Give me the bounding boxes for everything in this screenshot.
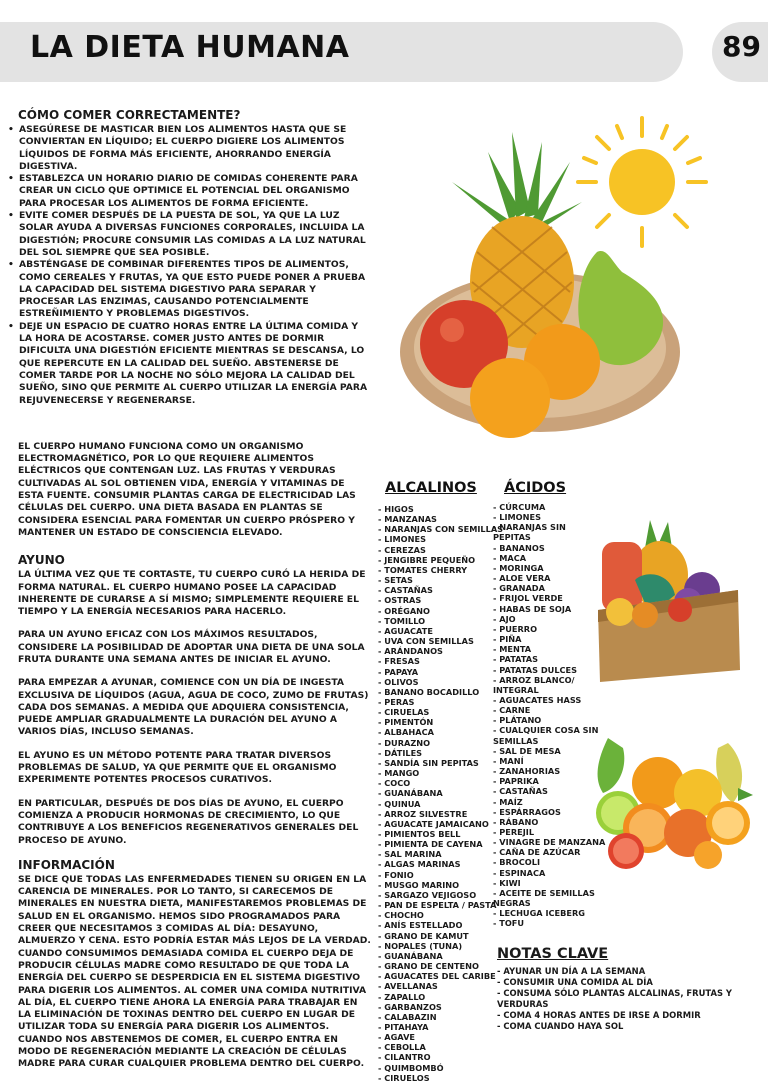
alkaline-item: - CILANTRO: [378, 1052, 431, 1063]
acid-item: - BANANOS: [493, 542, 545, 553]
acid-item: - MENTA: [493, 644, 532, 655]
alkaline-item: - QUINUA: [378, 798, 421, 809]
alkaline-list: [378, 504, 503, 1083]
alkaline-item: - MANZANAS: [378, 514, 437, 525]
acid-item: - PLÁTANO: [493, 715, 542, 726]
acid-item: - CASTAÑAS: [493, 786, 548, 797]
alkaline-item: - GRANO DE KAMUT: [378, 930, 469, 941]
key-notes-list: [497, 966, 768, 1032]
alkaline-item: - PIMENTÓN: [378, 717, 434, 728]
acid-item: - MORINGA: [493, 562, 544, 573]
alkaline-item: - HIGOS: [378, 504, 414, 514]
alkaline-item: - NOPALES (TUNA): [378, 940, 463, 951]
acid-item: - PIÑA: [493, 634, 522, 645]
fasting-paragraph: PARA EMPEZAR A AYUNAR, COMIENCE CON UN DÍA DE INGESTA EXCLUSIVA DE LÍQUIDOS (AGUA, AGUA DE COCO, ZUMO DE FRUTAS) CADA DOS SEMANAS. A MEDIDA QUE ADQUIERA CONSISTENCIA, PUEDE AMPLIAR GRADUALMENTE LA DURACIÓN DEL AYUNO A VARIOS DÍAS, INCLUSO SEMANAS.: [18, 677, 369, 738]
acid-item: INTEGRAL: [493, 684, 539, 695]
alkaline-item: - TOMILLO: [378, 615, 426, 626]
fasting-paragraph: EL AYUNO ES UN MÉTODO POTENTE PARA TRATAR DIVERSOS PROBLEMAS DE SALUD, YA QUE PERMITE QUE EL ORGANISMO EXPERIMENTE POTENTES PROCESOS CURATIVOS.: [18, 749, 337, 786]
alkaline-item: - AGUACATES DEL CARIBE: [378, 971, 496, 982]
acid-item: - ACEITE DE SEMILLAS: [493, 887, 595, 898]
acid-item: - GRANADA: [493, 583, 545, 594]
alkaline-item: - MANGO: [378, 768, 420, 779]
alkaline-item: - FRESAS: [378, 656, 420, 667]
alkaline-item: - PITAHAYA: [378, 1021, 429, 1032]
alkaline-item: - PIMIENTOS BELL: [378, 829, 461, 839]
info-paragraph: SE DICE QUE TODAS LAS ENFERMEDADES TIENEN SU ORIGEN EN LA CARENCIA DE MINERALES. POR LO TANTO, SI CARECEMOS DE MINERALES EN NUESTRA DIETA, MANIFESTAREMOS PROBLEMAS DE SALUD EN EL ORGANISMO. HEMOS SIDO PROGRAMADOS PARA CREER QUE NECESITAMOS 3 COMIDAS AL DÍA: DESAYUNO, ALMUERZO Y CENA. ESTO PODRÍA ESTAR MÁS LEJOS DE LA VERDAD. CUANDO CONSUMIMOS DEMASIADA COMIDA EL CUERPO DEJA DE PRODUCIR CÉLULAS MADRE COMO RESULTADO DE QUE TODA LA ENERGÍA DEL CUERPO SE DESPERDICIA EN EL SISTEMA DIGESTIVO PARA DIGERIR LOS ALIMENTOS. AL COMER UNA COMIDA NUTRITIVA AL DÍA, EL CUERPO TIENE AHORA LA ENERGÍA PARA TRABAJAR EN LA ELIMINACIÓN DE TOXINAS DENTRO DEL CUERPO EN LUGAR DE UTILIZAR TODA SU ENERGÍA PARA DIGERIR LOS ALIMENTOS. CUANDO NOS ABSTENEMOS DE COMER, EL CUERPO ENTRA EN MODO DE REGENERACIÓN MEDIANTE LA CREACIÓN DE CÉLULAS MADRE PARA CURAR CUALQUIER PROBLEMA DENTRO DEL CUERPO.: [18, 873, 371, 1070]
acid-item: - SAL DE MESA: [493, 745, 561, 756]
acid-item: - FRIJOL VERDE: [493, 593, 563, 604]
fasting-heading: AYUNO: [18, 553, 65, 568]
acid-item: SEMILLAS: [493, 735, 539, 746]
list-item: • EVITE COMER DESPUÉS DE LA PUESTA DE SOL, YA QUE LA LUZ SOLAR AYUDA A DIVERSAS FUNCIONES CORPORALES, INCLUIDA LA DIGESTIÓN; PROCURE CONSUMIR LAS COMIDAS A LA LUZ NATURAL DEL SOL SIEMPRE QUE SEA POSIBLE.: [8, 210, 373, 259]
fasting-paragraph: EN PARTICULAR, DESPUÉS DE DOS DÍAS DE AYUNO, EL CUERPO COMIENZA A PRODUCIR HORMONAS DE CRECIMIENTO, LO QUE CONTRIBUYE A LOS BENEFICIOS REGENERATIVOS GENERALES DEL PROCESO DE AYUNO.: [18, 797, 359, 846]
alkaline-item: - GARBANZOS: [378, 1001, 442, 1012]
list-item: • DEJE UN ESPACIO DE CUATRO HORAS ENTRE LA ÚLTIMA COMIDA Y LA HORA DE ACOSTARSE. COMER JUSTO ANTES DE DORMIR DIFICULTA UNA DIGESTIÓN EFICIENTE MIENTRAS SE DESCANSA, LO QUE REPERCUTE EN LA CALIDAD DEL SUEÑO. ABSTENERSE DE COMER TARDE POR LA NOCHE NO SÓLO MEJORA LA CALIDAD DEL SUEÑO, SINO QUE PERMITE AL CUERPO UTILIZAR LA ENERGÍA PARA REJUVENECERSE Y REGENERARSE.: [8, 321, 373, 407]
electro-paragraph: EL CUERPO HUMANO FUNCIONA COMO UN ORGANISMO ELECTROMAGNÉTICO, POR LO QUE REQUIERE ALIMENTOS ELÉCTRICOS QUE CONTENGAN LUZ. LAS FRUTAS Y VERDURAS CULTIVADAS AL SOL OBTIENEN VIDA, ENERGÍA Y VITAMINAS DE ESTA FUENTE. CONSUMIR PLANTAS CARGA DE ELECTRICIDAD LAS CÉLULAS DEL CUERPO. UNA DIETA BASADA EN PLANTAS SE CONSIDERA ESENCIAL PARA FOMENTAR UN CUERPO PRÓSPERO Y MANTENER UN ESTADO DE CONSCIENCIA ELEVADO.: [18, 440, 356, 538]
acid-item: - ARROZ BLANCO/: [493, 674, 575, 685]
list-item: • ASEGÚRESE DE MASTICAR BIEN LOS ALIMENTOS HASTA QUE SE CONVIERTAN EN LÍQUIDO; EL CUERPO DIGIERE LOS ALIMENTOS LÍQUIDOS DE FORMA MÁS EFICIENTE, AHORRANDO ENERGÍA DIGESTIVA.: [8, 124, 373, 173]
alkaline-item: - DÁTILES: [378, 747, 423, 758]
alkaline-item: - PAPAYA: [378, 666, 419, 677]
acid-item: - CAÑA DE AZÚCAR: [493, 847, 581, 858]
acid-item: - ESPÁRRAGOS: [493, 806, 561, 817]
alkaline-item: - GRANO DE CENTENO: [378, 961, 479, 972]
acid-item: - CÚRCUMA: [493, 502, 546, 512]
acid-item: - ALOE VERA: [493, 573, 551, 584]
alkaline-item: - SARGAZO VEJIGOSO: [378, 889, 477, 900]
acid-item: - TOFU: [493, 918, 525, 929]
list-item: • ABSTÉNGASE DE COMBINAR DIFERENTES TIPOS DE ALIMENTOS, COMO CEREALES Y FRUTAS, YA QUE ESTO PUEDE PONER A PRUEBA LA CAPACIDAD DEL SISTEMA DIGESTIVO PARA SEPARAR Y PROCESAR LAS ENZIMAS, CAUSANDO POTENCIALMENTE ESTREÑIMIENTO Y PROBLEMAS DIGESTIVOS.: [8, 259, 373, 320]
acid-item: - PAPRIKA: [493, 776, 539, 787]
alkaline-item: - ANÍS ESTELLADO: [378, 920, 463, 931]
alkaline-item: - DURAZNO: [378, 737, 431, 748]
acid-item: - PUERRO: [493, 623, 538, 634]
key-note-item: - AYUNAR UN DÍA A LA SEMANA: [497, 966, 646, 976]
acid-item: - RÁBANO: [493, 816, 539, 827]
how-to-eat-list: [8, 124, 373, 407]
alkaline-item: - AGAVE: [378, 1032, 416, 1043]
acid-item: - CUALQUIER COSA SIN: [493, 725, 599, 736]
list-item: • ESTABLEZCA UN HORARIO DIARIO DE COMIDAS COHERENTE PARA CREAR UN CICLO QUE OPTIMICE EL POTENCIAL DEL ORGANISMO PARA PROCESAR LOS ALIMENTOS DE FORMA EFICIENTE.: [8, 173, 373, 210]
info-heading: INFORMACIÓN: [18, 857, 115, 872]
alkaline-item: - ARÁNDANOS: [378, 646, 443, 657]
acid-item: - BROCOLI: [493, 857, 540, 868]
acid-item: - AJO: [493, 613, 516, 624]
key-note-item: - CONSUMIR UNA COMIDA AL DÍA: [497, 977, 653, 987]
acid-item: - NARANJAS SIN: [493, 522, 566, 533]
acid-item: - VINAGRE DE MANZANA: [493, 837, 606, 848]
alkaline-item: - CHOCHO: [378, 910, 424, 921]
acid-item: - KIWI: [493, 877, 521, 888]
alkaline-item: - BANANO BOCADILLO: [378, 686, 480, 697]
alkaline-item: - PAN DE ESPELTA / PASTA: [378, 900, 497, 911]
key-note-item: - COMA CUANDO HAYA SOL: [497, 1021, 624, 1031]
alkaline-item: - NARANJAS CON SEMILLAS: [378, 524, 504, 535]
alkaline-item: - CEBOLLA: [378, 1042, 426, 1053]
alkaline-item: - ZAPALLO: [378, 991, 426, 1002]
key-note-item: - CONSUMA SÓLO PLANTAS ALCALINAS, FRUTAS Y VERDURAS: [497, 988, 732, 1009]
alkaline-item: - QUIMBOMBÓ: [378, 1062, 444, 1073]
alkaline-item: - AVELLANAS: [378, 981, 438, 992]
alkaline-item: - CEREZAS: [378, 544, 426, 555]
key-note-item: - COMA 4 HORAS ANTES DE IRSE A DORMIR: [497, 1010, 701, 1020]
page-title: LA DIETA HUMANA: [30, 30, 350, 65]
fruit-plate-illustration: [392, 122, 692, 442]
acid-item: - PATATAS DULCES: [493, 664, 578, 675]
alkaline-item: - CIRUELAS: [378, 707, 430, 718]
alkaline-item: - GUANÁBANA: [378, 788, 443, 799]
alkaline-item: - TOMATES CHERRY: [378, 564, 468, 575]
acid-item: - MACA: [493, 552, 527, 563]
how-to-eat-heading: CÓMO COMER CORRECTAMENTE?: [18, 108, 241, 122]
alkaline-item: - CALABAZIN: [378, 1011, 437, 1022]
acid-item: - PATATAS: [493, 654, 539, 665]
acid-item: - MAÍZ: [493, 796, 523, 807]
vegetable-box-illustration: [590, 520, 740, 685]
key-notes-heading: NOTAS CLAVE: [497, 946, 609, 962]
fasting-paragraph: PARA UN AYUNO EFICAZ CON LOS MÁXIMOS RESULTADOS, CONSIDERE LA POSIBILIDAD DE ADOPTAR UNA DIETA DE UNA SOLA FRUTA DURANTE UNA SEMANA ANTES DE INICIAR EL AYUNO.: [18, 629, 365, 665]
left-column: [8, 108, 373, 1082]
alkaline-item: - ARROZ SILVESTRE: [378, 808, 468, 819]
alkaline-item: - FONIO: [378, 869, 414, 880]
alkaline-item: - UVA CON SEMILLAS: [378, 636, 474, 647]
acid-item: - AGUACATES HASS: [493, 694, 582, 705]
alkaline-item: - GUANÁBANA: [378, 950, 443, 961]
alkaline-item: - ORÉGANO: [378, 605, 430, 616]
alkaline-item: - ALGAS MARINAS: [378, 859, 461, 870]
alkaline-item: - COCO: [378, 778, 411, 789]
page-number: 89: [722, 30, 761, 63]
alkaline-item: - OSTRAS: [378, 595, 422, 606]
alkaline-item: - MUSGO MARINO: [378, 879, 460, 890]
alkaline-item: - ALBAHACA: [378, 727, 434, 738]
alkaline-item: - SETAS: [378, 575, 413, 586]
alkaline-item: - AGUACATE JAMAICANO: [378, 818, 489, 829]
alkaline-item: - LIMONES: [378, 534, 426, 545]
alkaline-item: - OLIVOS: [378, 676, 419, 687]
alkaline-item: - JENGIBRE PEQUEÑO: [378, 554, 476, 565]
acid-item: - ZANAHORIAS: [493, 766, 561, 777]
alkaline-item: - SAL MARINA: [378, 849, 442, 860]
acid-item: - MANÍ: [493, 755, 524, 766]
acid-item: PEPITAS: [493, 532, 531, 543]
acid-item: - HABAS DE SOJA: [493, 603, 572, 614]
acid-item: - LECHUGA ICEBERG: [493, 908, 585, 919]
alkaline-item: - PIMIENTA DE CAYENA: [378, 839, 483, 850]
alkaline-item: - CIRUELOS: [378, 1072, 430, 1083]
acid-item: NEGRAS: [493, 898, 531, 909]
alkaline-heading: ALCALINOS: [385, 480, 477, 496]
alkaline-item: - AGUACATE: [378, 625, 433, 636]
alkaline-item: - CASTAÑAS: [378, 585, 433, 596]
acid-item: - LIMONES: [493, 512, 541, 523]
fasting-paragraph: LA ÚLTIMA VEZ QUE TE CORTASTE, TU CUERPO CURÓ LA HERIDA DE FORMA NATURAL. EL CUERPO HUMANO POSEE LA CAPACIDAD INHERENTE DE CURARSE A SÍ MISMO; SIMPLEMENTE REQUIERE EL TIEMPO Y LA ENERGÍA NECESARIOS PARA HACERLO.: [18, 569, 366, 618]
alkaline-item: - SANDÍA SIN PEPITAS: [378, 757, 479, 768]
acid-item: - CARNE: [493, 705, 531, 716]
citrus-illustration: [588, 733, 756, 873]
acid-item: - PEREJIL: [493, 827, 535, 837]
acid-item: - ESPINACA: [493, 867, 546, 878]
alkaline-item: - PERAS: [378, 696, 415, 707]
acid-heading: ÁCIDOS: [504, 480, 567, 496]
